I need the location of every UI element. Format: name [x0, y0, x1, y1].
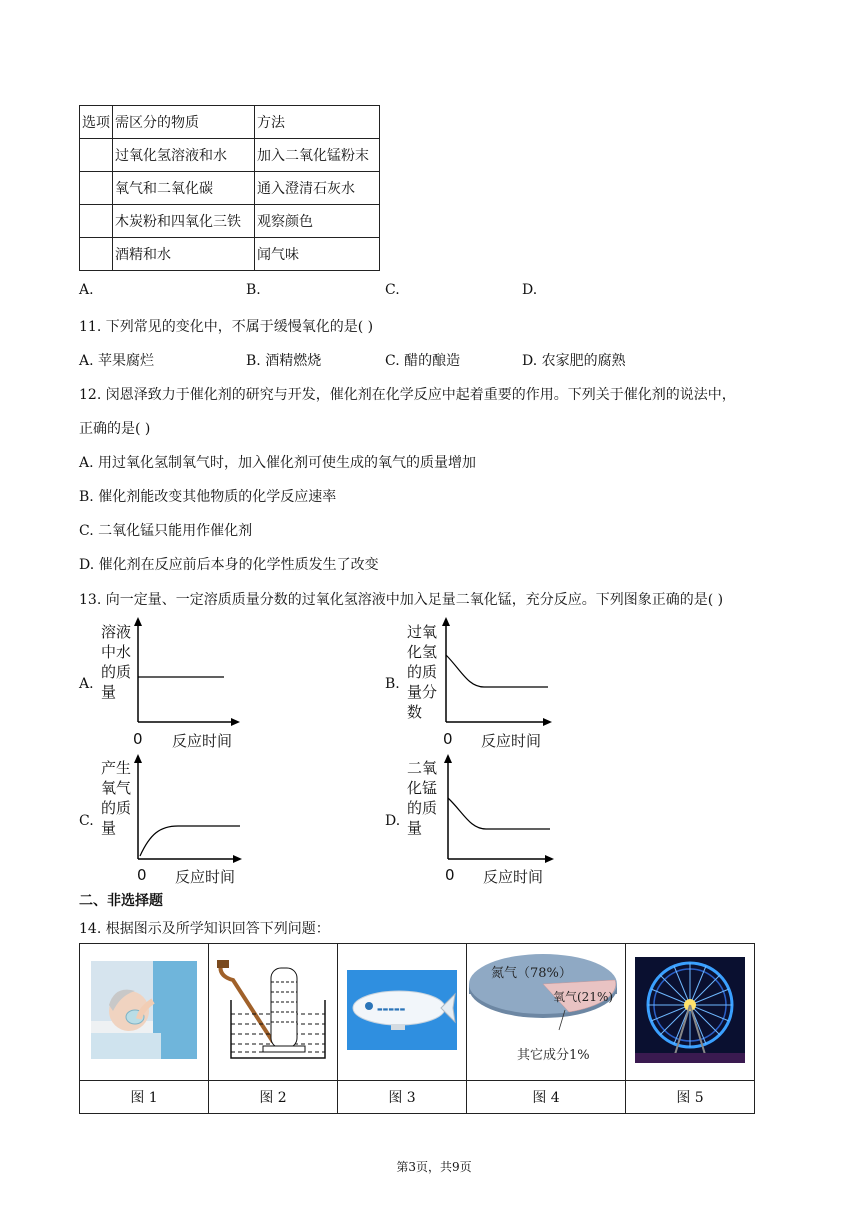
y-axis-arrow [444, 754, 452, 763]
q12-choice-a[interactable]: A. 用过氧化氢制氧气时，加入催化剂可使生成的氧气的质量增加 [79, 455, 477, 471]
table-cell: 加入二氧化锰粉末 [255, 139, 380, 172]
q12-stem: 12. 闵恩泽致力于催化剂的研究与开发，催化剂在化学反应中起着重要的作用。下列关于催化剂的说法中， [79, 387, 736, 403]
table-cell: 木炭粉和四氧化三铁 [113, 205, 255, 238]
figure-4-cell [467, 944, 626, 1081]
q10-choice-d[interactable]: D. [522, 282, 538, 298]
figure-caption: 图 4 [467, 1081, 626, 1114]
svg-text:▬▬▬▬▬: ▬▬▬▬▬ [377, 1006, 406, 1013]
table-row [80, 172, 380, 205]
pie-label-other: 其它成分1% [517, 1048, 590, 1063]
table-header: 选项 [80, 106, 113, 139]
ferris-wheel-image [635, 957, 745, 1063]
table-row [80, 944, 755, 1081]
q10-option-table [79, 105, 380, 271]
graph-d-xlabel: 反应时间 [483, 868, 544, 886]
table-cell [80, 205, 113, 238]
figure-1-cell [80, 944, 209, 1081]
q10-choice-a[interactable]: A. [79, 282, 94, 298]
table-header: 需区分的物质 [113, 106, 255, 139]
graph-d-origin: 0 [445, 866, 455, 884]
figure-caption: 图 5 [626, 1081, 755, 1114]
q10-choice-b[interactable]: B. [246, 282, 261, 298]
graph-b-xlabel: 反应时间 [481, 732, 542, 750]
y-axis-arrow [134, 754, 142, 763]
x-axis-arrow [231, 718, 240, 726]
patient-oxygen-image [91, 961, 197, 1059]
q11-choice-c[interactable]: C. 醋的酿造 [385, 353, 461, 369]
curve [448, 798, 550, 829]
figure-5-cell [626, 944, 755, 1081]
table-cell [80, 139, 113, 172]
q11-choice-d[interactable]: D. 农家肥的腐熟 [522, 353, 626, 369]
table-cell: 过氧化氢溶液和水 [113, 139, 255, 172]
table-cell: 酒精和水 [113, 238, 255, 271]
figure-table [79, 943, 755, 1114]
graph-b-ylabel: 过氧化氢的质量分数 [407, 623, 438, 721]
gas-collection-diagram [213, 958, 333, 1062]
table-cell [80, 238, 113, 271]
x-axis-arrow [233, 855, 242, 863]
graph-d-ylabel: 二氧化锰的质量 [407, 759, 438, 837]
q12-choice-d[interactable]: D. 催化剂在反应前后本身的化学性质发生了改变 [79, 557, 379, 573]
table-cell: 氧气和二氧化碳 [113, 172, 255, 205]
graph-c-plot [128, 752, 246, 864]
table-row [80, 106, 380, 139]
graph-d-option[interactable]: D. [385, 813, 401, 829]
q12-choice-b[interactable]: B. 催化剂能改变其他物质的化学反应速率 [79, 489, 337, 505]
graph-c-origin: 0 [137, 866, 147, 884]
graph-d-plot [438, 752, 558, 864]
section-title: 二、非选择题 [79, 893, 163, 909]
x-axis-arrow [543, 718, 552, 726]
table-row [80, 139, 380, 172]
airship-image [347, 970, 457, 1050]
graph-b-plot [436, 615, 556, 727]
pie-label-o2: 氧气(21%) [553, 990, 614, 1004]
x-axis-arrow [545, 855, 554, 863]
q11-stem: 11. 下列常见的变化中，不属于缓慢氧化的是( ) [79, 319, 374, 335]
y-axis-arrow [442, 617, 450, 626]
graph-a-origin: 0 [133, 730, 143, 748]
q11-choice-b[interactable]: B. 酒精燃烧 [246, 353, 322, 369]
q14-stem: 14. 根据图示及所学知识回答下列问题： [79, 921, 330, 937]
graph-b-option[interactable]: B. [385, 676, 400, 692]
pie-label-n2: 氮气（78%） [491, 966, 572, 981]
graph-a-ylabel: 溶液中水的质量 [101, 623, 132, 701]
q11-choice-a[interactable]: A. 苹果腐烂 [79, 353, 155, 369]
table-cell: 通入澄清石灰水 [255, 172, 380, 205]
table-row [80, 1081, 755, 1114]
page-number: 第3页，共9页 [396, 1160, 472, 1174]
figure-caption: 图 1 [80, 1081, 209, 1114]
figure-caption: 图 2 [209, 1081, 338, 1114]
figure-3-cell [338, 944, 467, 1081]
table-row [80, 238, 380, 271]
table-row [80, 205, 380, 238]
graph-a-xlabel: 反应时间 [172, 732, 233, 750]
q10-choice-c[interactable]: C. [385, 282, 400, 298]
figure-caption: 图 3 [338, 1081, 467, 1114]
q13-stem: 13. 向一定量、一定溶质质量分数的过氧化氢溶液中加入足量二氧化锰，充分反应。下列图象正确的是( ) [79, 592, 724, 608]
q12-choice-c[interactable]: C. 二氧化锰只能用作催化剂 [79, 523, 253, 539]
q12-stem-cont: 正确的是( ) [79, 421, 151, 437]
graph-c-ylabel: 产生氧气的质量 [101, 759, 132, 837]
table-cell: 观察颜色 [255, 205, 380, 238]
y-axis-arrow [134, 617, 142, 626]
graph-a-plot [128, 615, 243, 727]
graph-c-xlabel: 反应时间 [175, 868, 236, 886]
graph-a-option[interactable]: A. [79, 676, 94, 692]
curve [446, 655, 548, 687]
graph-b-origin: 0 [443, 730, 453, 748]
table-cell: 闻气味 [255, 238, 380, 271]
figure-2-cell [209, 944, 338, 1081]
table-header: 方法 [255, 106, 380, 139]
table-cell [80, 172, 113, 205]
curve [140, 826, 240, 856]
graph-c-option[interactable]: C. [79, 813, 94, 829]
